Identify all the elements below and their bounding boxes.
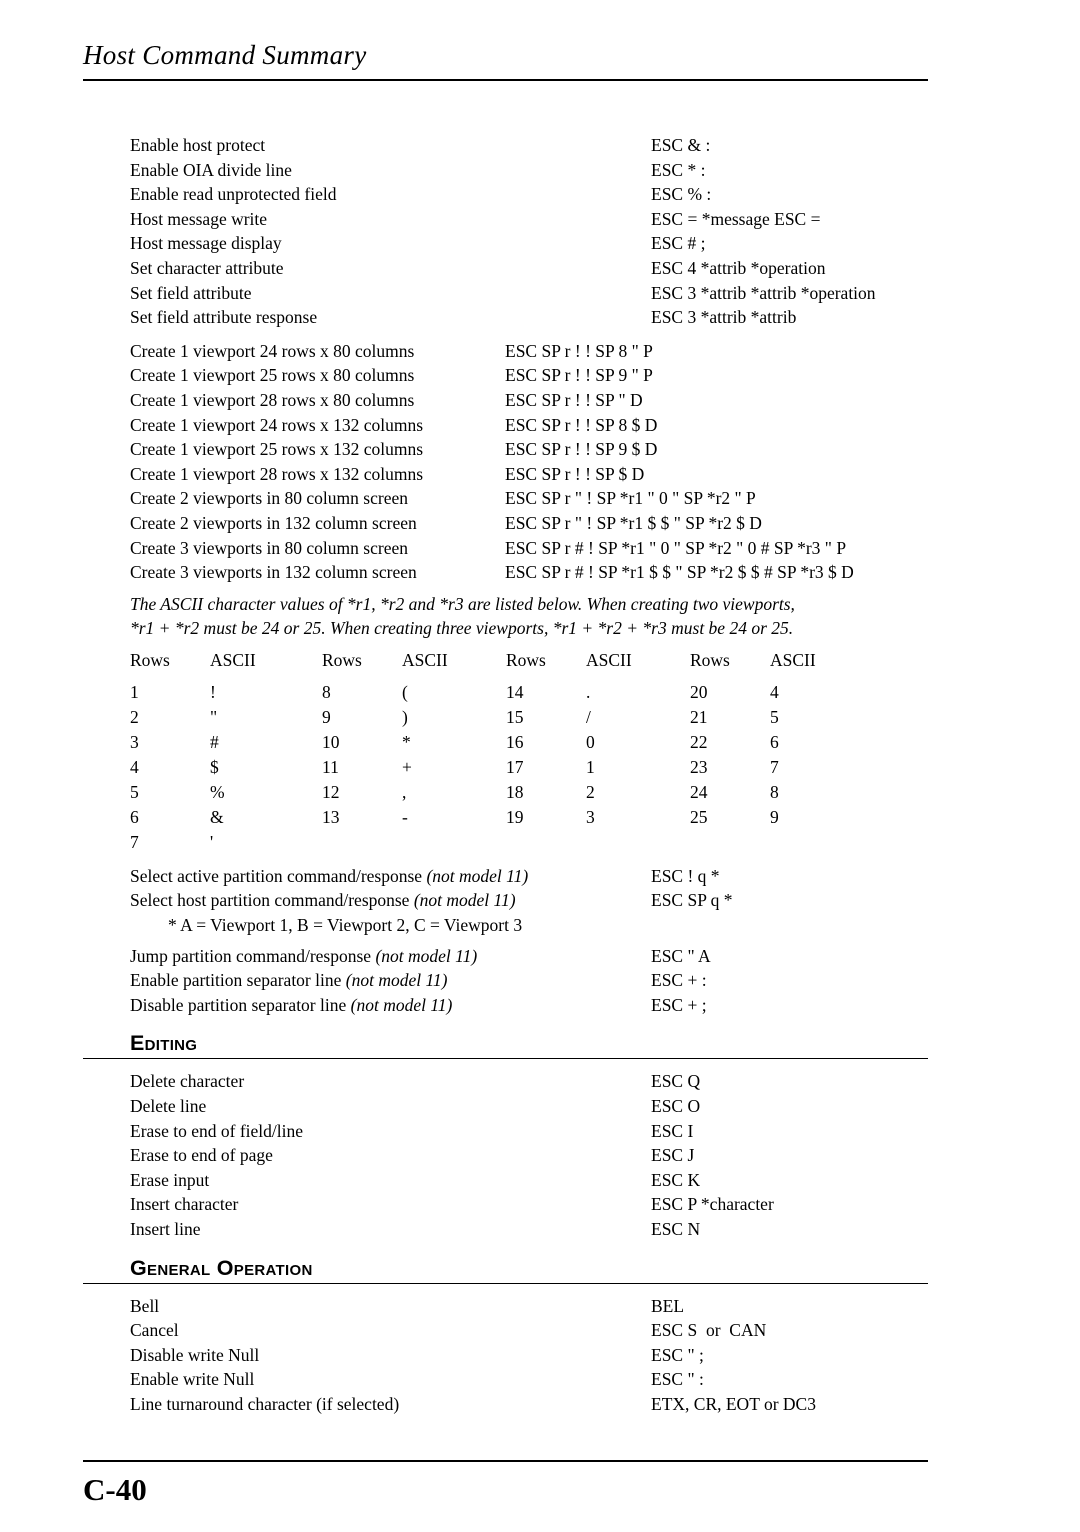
ascii-table-row (130, 805, 322, 830)
ascii-header: ASCII (770, 649, 816, 670)
ascii-table-row (322, 755, 506, 780)
ascii-row-char: ! (210, 681, 216, 702)
command-code: ESC + ; (651, 994, 707, 1015)
general-operation-commands-section (130, 1294, 928, 1417)
ascii-table-row (322, 780, 506, 805)
ascii-row-char: , (402, 781, 407, 802)
partition-commands-section-b (130, 944, 928, 1018)
ascii-table-row (130, 705, 322, 730)
command-label: Set field attribute (130, 282, 252, 303)
command-label: Create 1 viewport 25 rows x 80 columns (130, 365, 415, 386)
command-code: ETX, CR, EOT or DC3 (651, 1393, 816, 1414)
ascii-table-header (130, 648, 322, 673)
ascii-row-number: 15 (506, 706, 524, 727)
command-code: ESC SP r # ! SP *r1 $ $ " SP *r2 $ $ # SP *r3 $ D (505, 562, 854, 583)
command-row (130, 1143, 928, 1168)
command-row (130, 363, 928, 388)
command-label: Set character attribute (130, 257, 284, 278)
command-code: ESC SP r ! ! SP 9 $ D (505, 439, 658, 460)
ascii-row-number: 7 (130, 831, 139, 852)
ascii-table-row (506, 755, 690, 780)
command-row (130, 944, 928, 969)
command-label: Create 1 viewport 25 rows x 132 columns (130, 439, 424, 460)
command-label: Erase input (130, 1169, 210, 1190)
rows-header: Rows (322, 649, 362, 670)
ascii-row-number: 23 (690, 756, 708, 777)
command-code: ESC 4 *attrib *operation (651, 257, 826, 278)
command-label-text: Jump partition command/response (130, 945, 376, 966)
command-row (130, 1069, 928, 1094)
command-code: ESC SP r ! ! SP 9 " P (505, 365, 653, 386)
command-label-text: Disable partition separator line (130, 994, 351, 1015)
ascii-table-row (130, 830, 322, 855)
page-content (83, 133, 928, 1417)
command-label: Enable write Null (130, 1369, 255, 1390)
command-row (130, 864, 928, 889)
ascii-table-row (130, 780, 322, 805)
command-code: ESC # ; (651, 233, 706, 254)
ascii-row-char: $ (210, 756, 219, 777)
command-label: Create 3 viewports in 80 column screen (130, 537, 408, 558)
command-row (130, 339, 928, 364)
ascii-table-row (506, 705, 690, 730)
ascii-row-char: ' (210, 831, 214, 852)
command-row (130, 1343, 928, 1368)
command-label: Create 1 viewport 24 rows x 132 columns (130, 414, 424, 435)
command-label: Create 3 viewports in 132 column screen (130, 562, 417, 583)
command-label: Line turnaround character (if selected) (130, 1393, 400, 1414)
command-code: ESC & : (651, 135, 711, 155)
command-code: ESC O (651, 1096, 701, 1117)
ascii-row-number: 6 (130, 806, 139, 827)
ascii-row-number: 10 (322, 731, 340, 752)
command-row (130, 536, 928, 561)
ascii-table-column (690, 648, 874, 855)
command-row (130, 888, 928, 913)
ascii-table-row (506, 730, 690, 755)
ascii-row-char: * (402, 731, 411, 752)
ascii-row-number: 25 (690, 806, 708, 827)
command-label: Insert line (130, 1219, 201, 1239)
ascii-row-char: 9 (770, 806, 779, 827)
ascii-row-char: / (586, 706, 591, 727)
command-label: Host message display (130, 233, 282, 254)
ascii-row-number: 4 (130, 756, 139, 777)
command-row (130, 1094, 928, 1119)
command-label-italic: (not model 11) (350, 994, 453, 1015)
ascii-row-number: 12 (322, 781, 340, 802)
command-code: ESC % : (651, 184, 712, 205)
ascii-row-number: 13 (322, 806, 340, 827)
command-code: ESC * : (651, 159, 706, 180)
command-row (130, 182, 928, 207)
ascii-table-row (690, 730, 874, 755)
command-label: Create 2 viewports in 80 column screen (130, 488, 408, 509)
page-number: C-40 (83, 1472, 147, 1507)
command-label-italic: (not model 11) (345, 970, 448, 991)
viewport-commands-section (130, 339, 928, 585)
ascii-row-char: ) (402, 706, 408, 727)
command-code: ESC = *message ESC = (651, 208, 821, 229)
ascii-table-header (322, 648, 506, 673)
editing-commands-section (130, 1069, 928, 1241)
ascii-row-number: 9 (322, 706, 331, 727)
command-label-text: Select host partition command/response (130, 890, 414, 911)
command-label: Create 1 viewport 28 rows x 132 columns (130, 463, 424, 484)
ascii-row-number: 21 (690, 706, 708, 727)
rows-header: Rows (506, 649, 546, 670)
ascii-row-char: 4 (770, 681, 779, 702)
command-label: Create 1 viewport 28 rows x 80 columns (130, 389, 415, 410)
command-label-italic: (not model 11) (375, 945, 478, 966)
ascii-table-row (322, 730, 506, 755)
command-code: ESC SP r # ! SP *r1 " 0 " SP *r2 " 0 # SP *r3 " P (505, 537, 847, 558)
ascii-table-row (506, 680, 690, 705)
command-label: Enable read unprotected field (130, 184, 337, 205)
command-label: Enable OIA divide line (130, 159, 292, 180)
command-code: ESC 3 *attrib *attrib (651, 307, 797, 328)
command-label: Create 1 viewport 24 rows x 80 columns (130, 340, 415, 361)
command-code: ESC " : (651, 1369, 704, 1390)
ascii-row-char: # (210, 731, 219, 752)
command-row (130, 560, 928, 585)
command-row (130, 158, 928, 183)
command-label: Enable host protect (130, 135, 266, 155)
command-label: Cancel (130, 1320, 179, 1341)
command-code: ESC " A (651, 945, 711, 966)
command-row (130, 968, 928, 993)
ascii-row-char: 7 (770, 756, 779, 777)
command-label-italic: (not model 11) (413, 890, 516, 911)
command-label (130, 944, 651, 969)
command-code: ESC I (651, 1120, 694, 1141)
command-label: Bell (130, 1295, 160, 1316)
ascii-table (130, 648, 928, 855)
command-label: Delete line (130, 1096, 207, 1117)
ascii-note-line1: The ASCII character values of *r1, *r2 and *r3 are listed below. When creating two viewports, (130, 593, 795, 614)
partition-commands-section-a (130, 864, 928, 938)
ascii-row-number: 1 (130, 681, 139, 702)
command-code: ESC + : (651, 970, 707, 991)
ascii-row-number: 24 (690, 781, 708, 802)
ascii-table-column (322, 648, 506, 855)
ascii-row-number: 17 (506, 756, 524, 777)
command-row (130, 1367, 928, 1392)
command-row (130, 1392, 928, 1417)
ascii-row-char: 6 (770, 731, 779, 752)
command-label: Erase to end of page (130, 1145, 273, 1166)
command-code: ESC Q (651, 1071, 701, 1092)
ascii-row-char: 5 (770, 706, 779, 727)
ascii-header: ASCII (586, 649, 632, 670)
rows-header: Rows (690, 649, 730, 670)
command-label-text: Select active partition command/response (130, 865, 427, 886)
ascii-row-char: 0 (586, 731, 595, 752)
command-code: ESC SP r ! ! SP 8 $ D (505, 414, 658, 435)
page-header (83, 40, 928, 81)
command-row (130, 462, 928, 487)
ascii-row-char: 3 (586, 806, 595, 827)
command-row (130, 1168, 928, 1193)
ascii-note (130, 592, 928, 641)
ascii-table-row (130, 680, 322, 705)
ascii-row-char: ( (402, 681, 408, 702)
command-label (130, 888, 651, 913)
ascii-row-number: 8 (322, 681, 331, 702)
general-operation-section-rule (83, 1283, 928, 1284)
command-code: BEL (651, 1295, 685, 1316)
command-row (130, 437, 928, 462)
command-label-italic: (not model 11) (426, 865, 529, 886)
command-row (130, 231, 928, 256)
command-label: Insert character (130, 1194, 239, 1215)
ascii-table-row (506, 780, 690, 805)
command-row (130, 486, 928, 511)
ascii-row-char: " (210, 706, 218, 727)
command-code: ESC ! q * (651, 865, 720, 886)
ascii-row-number: 14 (506, 681, 524, 702)
ascii-row-number: 2 (130, 706, 139, 727)
command-label (130, 864, 651, 889)
command-code: ESC 3 *attrib *attrib *operation (651, 282, 876, 303)
command-label: Erase to end of field/line (130, 1120, 303, 1141)
footer-rule (83, 1460, 928, 1462)
ascii-table-row (690, 680, 874, 705)
command-label: Set field attribute response (130, 307, 318, 328)
command-row (130, 281, 928, 306)
ascii-table-row (506, 805, 690, 830)
viewport-footnote: * A = Viewport 1, B = Viewport 2, C = Viewport 3 (168, 915, 523, 936)
command-code: ESC N (651, 1219, 701, 1239)
command-label-text: Enable partition separator line (130, 970, 346, 991)
ascii-table-row (690, 780, 874, 805)
ascii-row-number: 20 (690, 681, 708, 702)
ascii-row-char: + (402, 756, 412, 777)
ascii-table-row (322, 680, 506, 705)
ascii-table-row (690, 805, 874, 830)
command-row (130, 993, 928, 1018)
ascii-row-char: 2 (586, 781, 595, 802)
ascii-row-char: % (210, 781, 225, 802)
ascii-row-number: 11 (322, 756, 339, 777)
page-footer (83, 1460, 928, 1532)
ascii-row-char: 1 (586, 756, 595, 777)
ascii-table-column (506, 648, 690, 855)
ascii-row-number: 22 (690, 731, 708, 752)
ascii-row-number: 16 (506, 731, 524, 752)
command-row (130, 1217, 928, 1242)
section-heading-editing: Editing (130, 1031, 198, 1056)
command-row (130, 256, 928, 281)
section-heading-general-operation: General Operation (130, 1255, 313, 1280)
command-label: Create 2 viewports in 132 column screen (130, 512, 417, 533)
command-row (130, 207, 928, 232)
command-row (130, 413, 928, 438)
command-code: ESC SP r ! ! SP " D (505, 389, 643, 410)
command-label: Disable write Null (130, 1344, 260, 1365)
command-row (130, 1119, 928, 1144)
command-row (130, 1192, 928, 1217)
ascii-row-number: 5 (130, 781, 139, 802)
ascii-row-char: 8 (770, 781, 779, 802)
command-code: ESC SP r " ! SP *r1 " 0 " SP *r2 " P (505, 488, 756, 509)
command-label (130, 993, 651, 1018)
ascii-row-number: 3 (130, 731, 139, 752)
header-rule (83, 79, 928, 81)
command-row (130, 305, 928, 330)
command-label: Delete character (130, 1071, 245, 1092)
rows-header: Rows (130, 649, 170, 670)
command-label (130, 968, 651, 993)
ascii-table-column (130, 648, 322, 855)
ascii-table-row (130, 730, 322, 755)
ascii-table-row (322, 805, 506, 830)
ascii-row-number: 19 (506, 806, 524, 827)
command-code: ESC K (651, 1169, 701, 1190)
command-code: ESC P *character (651, 1194, 774, 1215)
ascii-row-char: - (402, 806, 408, 827)
ascii-table-row (690, 705, 874, 730)
command-code: ESC SP r ! ! SP 8 " P (505, 340, 653, 361)
editing-section-rule (83, 1058, 928, 1059)
ascii-row-char: . (586, 681, 591, 702)
command-code: ESC SP q * (651, 890, 733, 911)
command-code: ESC " ; (651, 1344, 704, 1365)
command-row (130, 388, 928, 413)
command-row (130, 1318, 928, 1343)
ascii-table-row (322, 705, 506, 730)
ascii-table-row (690, 755, 874, 780)
ascii-note-line2: *r1 + *r2 must be 24 or 25. When creating three viewports, *r1 + *r2 + *r3 must be 24 or 25. (130, 618, 794, 639)
command-label: Host message write (130, 208, 268, 229)
command-row (130, 511, 928, 536)
ascii-row-char: & (210, 806, 224, 827)
ascii-table-row (130, 755, 322, 780)
ascii-row-number: 18 (506, 781, 524, 802)
command-row (130, 133, 928, 158)
ascii-header: ASCII (210, 649, 256, 670)
command-code: ESC S or CAN (651, 1320, 767, 1341)
ascii-header: ASCII (402, 649, 448, 670)
page-title: Host Command Summary (83, 40, 367, 70)
ascii-table-header (506, 648, 690, 673)
command-code: ESC SP r " ! SP *r1 $ $ " SP *r2 $ D (505, 512, 762, 533)
command-code: ESC SP r ! ! SP $ D (505, 463, 645, 484)
command-code: ESC J (651, 1145, 695, 1166)
ascii-table-header (690, 648, 874, 673)
host-commands-section (130, 133, 928, 330)
command-row (130, 1294, 928, 1319)
